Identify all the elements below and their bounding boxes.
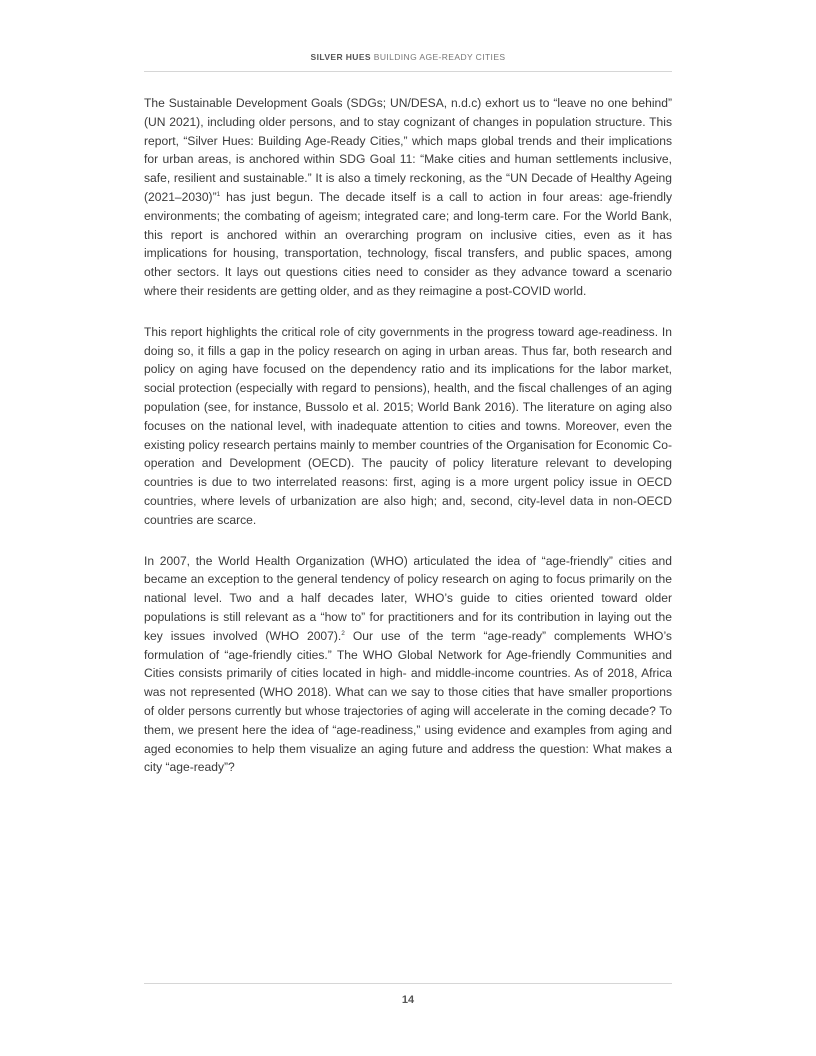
running-header-title: SILVER HUES bbox=[310, 52, 371, 62]
paragraph-3-text: In 2007, the World Health Organization (WHO) articulated the idea of “age-friendly” cities and became an exception to the general tendency of policy research on aging to focus primarily on the national level. Two and a half decades later, WHO’s guide to cities oriented toward older populations is still relevant as a “how to” for practitioners and for its contribution in laying out the key issues involved (WHO 2007). bbox=[144, 553, 672, 643]
running-header-subtitle: BUILDING AGE-READY CITIES bbox=[373, 52, 506, 62]
paragraph-3-text-cont: Our use of the term “age-ready” complements WHO’s formulation of “age-friendly cities.” The WHO Global Network for Age-friendly Communities and Cities consists primarily of cities located in high- and middle-income countries. As of 2018, Africa was not represented (WHO 2018). What can we say to those cities that have smaller proportions of older persons currently but whose trajectories of aging will accelerate in the coming decade? To them, we present here the idea of “age-readiness,” using evidence and examples from aging and aged economies to help them visualize an aging future and address the question: What makes a city “age-ready”? bbox=[144, 628, 672, 775]
paragraph-1 bbox=[144, 94, 672, 301]
paragraph-2: This report highlights the critical role of city governments in the progress toward age-readiness. In doing so, it fills a gap in the policy research on aging in urban areas. Thus far, both research and policy on aging have focused on the dependency ratio and its implications for the labor market, social protection (especially with regard to pensions), health, and the fiscal challenges of an aging population (see, for instance, Bussolo et al. 2015; World Bank 2016). The literature on aging also focuses on the national level, with inadequate attention to cities and towns. Moreover, even the existing policy research pertains mainly to member countries of the Organisation for Economic Co-operation and Development (OECD). The paucity of policy literature relevant to developing countries is due to two interrelated reasons: first, aging is a more urgent policy issue in OECD countries, where levels of urbanization are also high; and, second, city-level data in non-OECD countries are scarce. bbox=[144, 324, 672, 527]
paragraph-1-text-cont: has just begun. The decade itself is a call to action in four areas: age-friendly environments; the combating of ageism; integrated care; and long-term care. For the World Bank, this report is anchored within an overarching program on inclusive cities, even as it has implications for housing, transportation, technology, fiscal transfers, and public spaces, among other sectors. It lays out questions cities need to consider as they advance toward a scenario where their residents are getting older, and as they reimagine a post-COVID world. bbox=[144, 189, 672, 298]
paragraph-1-text: The Sustainable Development Goals (SDGs; UN/DESA, n.d.c) exhort us to “leave no one behind” (UN 2021), including older persons, and to stay cognizant of changes in population structure. This report, “Silver Hues: Building Age-Ready Cities,” which maps global trends and their implications for urban areas, is anchored within SDG Goal 11: “Make cities and human settlements inclusive, safe, resilient and sustainable.” It is also a timely reckoning, as the “UN Decade of Healthy Ageing (2021–2030)” bbox=[144, 96, 672, 204]
body-text bbox=[144, 94, 672, 799]
page-number: 14 bbox=[401, 994, 415, 1006]
footnote-ref-1[interactable]: 1 bbox=[216, 190, 221, 198]
header-divider bbox=[144, 71, 672, 72]
paragraph-3 bbox=[144, 552, 672, 778]
running-header bbox=[144, 52, 672, 62]
footer-divider bbox=[144, 983, 672, 984]
footnote-ref-2[interactable]: 2 bbox=[341, 629, 345, 637]
